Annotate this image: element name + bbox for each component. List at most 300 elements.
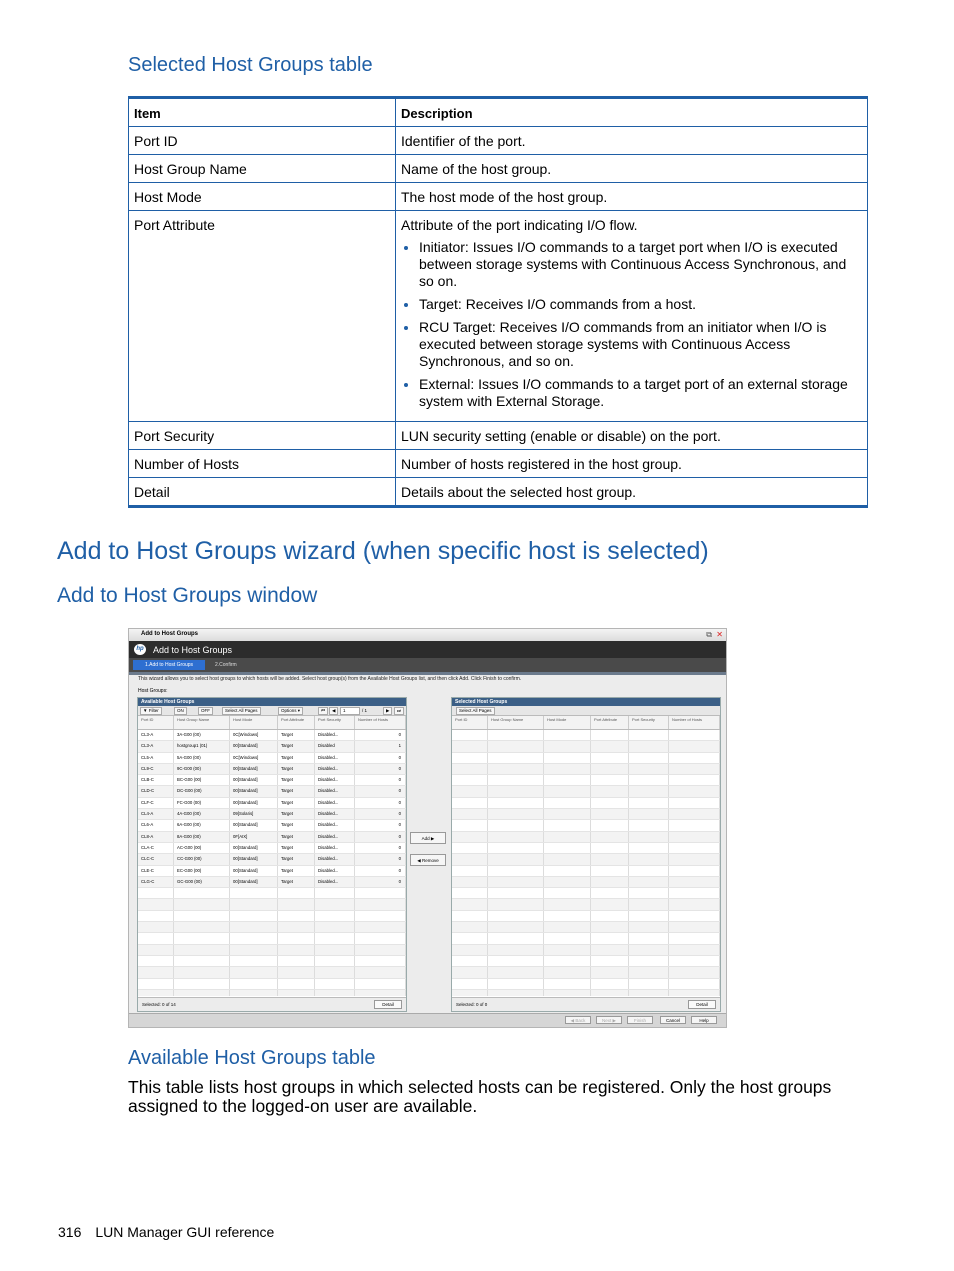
grid-cell <box>591 730 629 740</box>
grid-cell <box>174 945 230 955</box>
table-row[interactable] <box>138 764 406 775</box>
grid-cell: 0F[AIX] <box>230 832 278 842</box>
col-number-of-hosts[interactable]: Number of Hosts <box>669 716 720 729</box>
grid-cell: 0 <box>355 753 406 763</box>
grid-cell <box>174 933 230 943</box>
grid-cell <box>544 911 591 921</box>
grid-cell: CL9-C <box>138 764 174 774</box>
grid-cell <box>544 854 591 864</box>
grid-cell <box>138 933 174 943</box>
grid-cell: Target <box>278 741 315 751</box>
grid-header <box>452 716 720 730</box>
grid-cell: 0 <box>355 809 406 819</box>
grid-cell: EC-G00 (00) <box>174 866 230 876</box>
grid-cell: 00[Standard] <box>230 798 278 808</box>
selected-host-groups-table <box>128 96 868 508</box>
grid-cell: 00[Standard] <box>230 820 278 830</box>
grid-cell: Disabled... <box>315 775 355 785</box>
grid-cell <box>452 741 488 751</box>
grid-cell <box>591 764 629 774</box>
grid-cell <box>230 979 278 989</box>
grid-cell: BC-G00 (00) <box>174 775 230 785</box>
grid-cell: 00[Standard] <box>230 843 278 853</box>
grid-cell <box>452 753 488 763</box>
table-row <box>138 956 406 967</box>
grid-cell <box>669 843 720 853</box>
grid-cell <box>591 786 629 796</box>
step-add-to-host-groups: 1.Add to Host Groups <box>133 660 205 670</box>
col-port-security[interactable]: Port Security <box>315 716 355 729</box>
table-row[interactable] <box>138 866 406 877</box>
row-description: Attribute of the port indicating I/O flow. <box>401 217 638 233</box>
restore-icon[interactable]: ⧉ <box>706 630 712 639</box>
row-description-port-attribute <box>396 211 868 422</box>
grid-cell: 00[Standard] <box>230 775 278 785</box>
grid-cell <box>669 967 720 977</box>
row-item: Detail <box>129 478 396 507</box>
grid-cell <box>355 945 406 955</box>
grid-cell <box>629 764 669 774</box>
grid-cell <box>355 899 406 909</box>
grid-cell: CLF-C <box>138 798 174 808</box>
grid-cell: Target <box>278 843 315 853</box>
grid-cell: CLD-C <box>138 786 174 796</box>
grid-cell <box>230 888 278 898</box>
grid-cell <box>174 956 230 966</box>
table-row <box>452 933 720 944</box>
panel-title: Selected Host Groups <box>452 698 720 706</box>
selected-count: Selected: 0 of 14 <box>142 1002 176 1007</box>
grid-cell <box>544 798 591 808</box>
grid-cell <box>452 809 488 819</box>
grid-cell: CLC-C <box>138 854 174 864</box>
page-footer <box>58 1224 274 1240</box>
table-row <box>138 922 406 933</box>
help-button[interactable]: Help <box>691 1016 717 1024</box>
grid-cell <box>544 809 591 819</box>
grid-cell <box>669 956 720 966</box>
grid-cell <box>669 786 720 796</box>
grid-cell <box>452 730 488 740</box>
grid-cell <box>315 990 355 996</box>
grid-cell <box>629 798 669 808</box>
grid-cell <box>452 764 488 774</box>
grid-cell: hostgroup1 (01) <box>174 741 230 751</box>
grid-cell: 00[Standard] <box>230 764 278 774</box>
grid-cell <box>544 832 591 842</box>
grid-cell <box>591 899 629 909</box>
panel-footer <box>452 997 720 1011</box>
col-host-group-name[interactable]: Host Group Name <box>174 716 230 729</box>
filter-button[interactable] <box>140 707 162 715</box>
grid-cell <box>591 775 629 785</box>
grid-cell <box>138 922 174 932</box>
selected-host-groups-panel <box>451 697 721 1012</box>
step-confirm: 2.Confirm <box>215 662 237 668</box>
grid-cell <box>278 990 315 996</box>
table-row <box>138 899 406 910</box>
grid-cell <box>591 753 629 763</box>
grid-cell <box>544 990 591 996</box>
grid-body <box>452 730 720 996</box>
col-host-group-name[interactable]: Host Group Name <box>488 716 544 729</box>
grid-cell: 09[Solaris] <box>230 809 278 819</box>
grid-cell <box>629 899 669 909</box>
table-row[interactable] <box>138 832 406 843</box>
grid-cell <box>488 786 544 796</box>
grid-cell <box>591 888 629 898</box>
grid-cell <box>544 877 591 887</box>
grid-cell <box>591 956 629 966</box>
table-row[interactable] <box>138 775 406 786</box>
grid-cell: Disabled... <box>315 786 355 796</box>
table-row[interactable] <box>138 854 406 865</box>
wizard-steps <box>129 658 726 672</box>
last-page-icon[interactable]: ⏭ <box>394 707 404 715</box>
back-button[interactable]: ◀ Back <box>565 1016 591 1024</box>
table-row[interactable] <box>138 786 406 797</box>
next-page-icon[interactable]: ▶ <box>383 707 392 715</box>
grid-cell <box>138 967 174 977</box>
grid-cell: 5A-G00 (00) <box>174 753 230 763</box>
grid-cell <box>138 945 174 955</box>
grid-cell <box>488 798 544 808</box>
cancel-button[interactable]: Cancel <box>660 1016 686 1024</box>
section-title-selected-host-groups: Selected Host Groups table <box>128 54 373 76</box>
table-row <box>452 899 720 910</box>
table-row[interactable] <box>138 820 406 831</box>
table-row <box>129 127 868 155</box>
grid-cell <box>230 945 278 955</box>
col-host-mode[interactable]: Host Mode <box>544 716 591 729</box>
grid-cell <box>669 911 720 921</box>
grid-cell <box>544 933 591 943</box>
grid-cell <box>488 741 544 751</box>
grid-cell <box>629 775 669 785</box>
grid-cell: Disabled... <box>315 843 355 853</box>
list-item: • Initiator: Issues I/O commands to a target port when I/O is executed between storage systems with Continuous Access Synchronous, and so on. <box>419 239 862 290</box>
table-row[interactable] <box>138 753 406 764</box>
grid-cell <box>488 843 544 853</box>
grid-cell: AC-G00 (00) <box>174 843 230 853</box>
grid-cell: Disabled... <box>315 820 355 830</box>
select-all-pages-button[interactable]: Select All Pages <box>456 707 495 715</box>
col-port-attribute[interactable]: Port Attribute <box>591 716 629 729</box>
grid-cell: 00[Standard] <box>230 866 278 876</box>
row-item: Port Attribute <box>129 211 396 422</box>
grid-cell: CL6-A <box>138 820 174 830</box>
grid-cell <box>591 843 629 853</box>
grid-cell: 00[Standard] <box>230 786 278 796</box>
grid-body <box>138 730 406 996</box>
remove-button[interactable]: ◀ Remove <box>410 854 446 866</box>
close-icon[interactable]: ✕ <box>716 630 723 639</box>
grid-cell <box>544 775 591 785</box>
table-row[interactable] <box>138 843 406 854</box>
divider <box>129 672 726 675</box>
grid-cell <box>629 877 669 887</box>
grid-cell <box>278 956 315 966</box>
grid-cell <box>452 933 488 943</box>
grid-cell <box>544 730 591 740</box>
grid-cell <box>669 730 720 740</box>
grid-cell <box>629 945 669 955</box>
options-dropdown[interactable] <box>278 707 303 715</box>
grid-cell <box>629 820 669 830</box>
grid-cell <box>174 888 230 898</box>
table-row <box>452 809 720 820</box>
filter-off-button[interactable]: OFF <box>198 707 213 715</box>
filter-on-button[interactable]: ON <box>174 707 187 715</box>
grid-cell <box>544 753 591 763</box>
table-row[interactable] <box>138 730 406 741</box>
grid-cell <box>669 877 720 887</box>
grid-cell <box>174 899 230 909</box>
grid-cell: Target <box>278 764 315 774</box>
grid-cell <box>591 798 629 808</box>
col-header-item: Item <box>129 98 396 127</box>
page-total: / 1 <box>362 708 368 713</box>
grid-cell <box>669 990 720 996</box>
grid-cell <box>488 764 544 774</box>
grid-cell <box>544 979 591 989</box>
next-button[interactable]: Next ▶ <box>596 1016 622 1024</box>
grid-cell <box>230 911 278 921</box>
wizard-button-bar <box>129 1013 726 1027</box>
grid-cell <box>452 888 488 898</box>
grid-cell <box>488 809 544 819</box>
grid-cell <box>488 979 544 989</box>
grid-cell: Disabled... <box>315 854 355 864</box>
filter-icon: ▼ <box>143 708 148 713</box>
grid-cell <box>591 832 629 842</box>
grid-cell <box>544 967 591 977</box>
table-row[interactable] <box>138 741 406 752</box>
grid-cell: Disabled... <box>315 877 355 887</box>
table-row[interactable] <box>138 798 406 809</box>
grid-cell <box>230 990 278 996</box>
grid-cell: Disabled <box>315 741 355 751</box>
grid-cell <box>488 832 544 842</box>
grid-cell <box>544 956 591 966</box>
table-row <box>138 933 406 944</box>
grid-cell <box>138 979 174 989</box>
grid-cell <box>669 820 720 830</box>
table-row[interactable] <box>138 809 406 820</box>
grid-cell <box>452 843 488 853</box>
prev-page-icon[interactable]: ◀ <box>329 707 338 715</box>
grid-cell: 0C[Windows] <box>230 753 278 763</box>
table-row <box>129 155 868 183</box>
grid-cell: CL3-A <box>138 730 174 740</box>
grid-cell <box>488 877 544 887</box>
grid-cell <box>452 922 488 932</box>
col-port-id[interactable]: Port ID <box>452 716 488 729</box>
list-item: • External: Issues I/O commands to a target port of an external storage system with External Storage. <box>419 376 862 410</box>
grid-cell <box>315 933 355 943</box>
grid-cell: 8A-G00 (00) <box>174 832 230 842</box>
grid-cell <box>452 979 488 989</box>
grid-cell <box>355 933 406 943</box>
grid-cell <box>488 854 544 864</box>
table-row <box>452 843 720 854</box>
grid-cell <box>591 854 629 864</box>
table-row <box>138 967 406 978</box>
grid-cell <box>544 866 591 876</box>
grid-cell: 0 <box>355 730 406 740</box>
grid-cell <box>488 866 544 876</box>
grid-cell <box>452 911 488 921</box>
finish-button[interactable]: Finish <box>627 1016 653 1024</box>
table-row <box>452 866 720 877</box>
table-row <box>452 820 720 831</box>
grid-cell <box>488 775 544 785</box>
grid-cell <box>544 888 591 898</box>
table-row <box>138 979 406 990</box>
grid-cell <box>355 979 406 989</box>
grid-cell <box>278 979 315 989</box>
grid-cell <box>355 990 406 996</box>
row-description: Name of the host group. <box>396 155 868 183</box>
grid-cell <box>355 922 406 932</box>
col-host-mode[interactable]: Host Mode <box>230 716 278 729</box>
grid-cell <box>544 741 591 751</box>
grid-cell <box>488 730 544 740</box>
grid-cell: Target <box>278 832 315 842</box>
col-port-attribute[interactable]: Port Attribute <box>278 716 315 729</box>
page-input[interactable]: 1 <box>340 707 360 715</box>
grid-cell: Disabled... <box>315 809 355 819</box>
grid-cell <box>230 922 278 932</box>
grid-cell <box>174 990 230 996</box>
detail-button[interactable]: Detail <box>688 1000 716 1009</box>
grid-cell: CC-G00 (00) <box>174 854 230 864</box>
grid-cell <box>629 922 669 932</box>
grid-cell <box>452 798 488 808</box>
grid-cell <box>488 899 544 909</box>
grid-cell: CLB-C <box>138 775 174 785</box>
wizard-header <box>129 641 726 658</box>
grid-cell <box>488 990 544 996</box>
grid-cell <box>544 843 591 853</box>
grid-cell <box>669 741 720 751</box>
col-number-of-hosts[interactable]: Number of Hosts <box>355 716 406 729</box>
add-to-host-groups-screenshot <box>128 628 727 1028</box>
hp-logo-icon: hp <box>134 644 146 655</box>
grid-cell <box>669 809 720 819</box>
table-row <box>138 990 406 996</box>
grid-cell <box>544 922 591 932</box>
grid-cell <box>669 933 720 943</box>
grid-cell <box>230 933 278 943</box>
grid-cell: CLA-C <box>138 843 174 853</box>
grid-cell <box>488 945 544 955</box>
grid-cell <box>315 888 355 898</box>
grid-cell <box>629 866 669 876</box>
grid-cell <box>278 922 315 932</box>
grid-cell <box>488 933 544 943</box>
grid-cell <box>315 967 355 977</box>
selected-count: Selected: 0 of 0 <box>456 1002 488 1007</box>
grid-cell <box>629 911 669 921</box>
row-item: Port Security <box>129 422 396 450</box>
col-port-security[interactable]: Port Security <box>629 716 669 729</box>
grid-cell: Target <box>278 775 315 785</box>
col-port-id[interactable]: Port ID <box>138 716 174 729</box>
table-row <box>452 877 720 888</box>
selected-host-groups-grid <box>452 716 720 996</box>
grid-cell <box>488 888 544 898</box>
grid-cell <box>452 956 488 966</box>
grid-cell: CLE-C <box>138 866 174 876</box>
grid-cell <box>669 854 720 864</box>
grid-cell <box>629 956 669 966</box>
grid-cell <box>629 741 669 751</box>
grid-cell: 0 <box>355 877 406 887</box>
grid-cell <box>278 888 315 898</box>
select-all-pages-button[interactable]: Select All Pages <box>222 707 261 715</box>
grid-cell: Target <box>278 730 315 740</box>
grid-cell: 0C[Windows] <box>230 730 278 740</box>
table-row[interactable] <box>138 877 406 888</box>
grid-cell: CL8-A <box>138 832 174 842</box>
row-description: Identifier of the port. <box>396 127 868 155</box>
add-button[interactable]: Add ▶ <box>410 832 446 844</box>
grid-cell <box>452 945 488 955</box>
detail-button[interactable]: Detail <box>374 1000 402 1009</box>
grid-cell <box>591 866 629 876</box>
grid-cell <box>452 899 488 909</box>
table-row <box>452 922 720 933</box>
grid-cell: FC-G00 (00) <box>174 798 230 808</box>
grid-cell <box>669 764 720 774</box>
grid-cell: Target <box>278 854 315 864</box>
grid-cell <box>669 888 720 898</box>
table-row <box>452 775 720 786</box>
first-page-icon[interactable]: ⏮ <box>318 707 328 715</box>
grid-cell <box>174 979 230 989</box>
grid-cell <box>452 990 488 996</box>
grid-cell <box>138 956 174 966</box>
table-row <box>452 798 720 809</box>
grid-cell <box>488 956 544 966</box>
grid-cell <box>315 956 355 966</box>
grid-cell <box>629 786 669 796</box>
grid-cell <box>544 899 591 909</box>
grid-cell <box>591 809 629 819</box>
grid-cell <box>138 911 174 921</box>
table-row <box>452 967 720 978</box>
grid-cell <box>591 877 629 887</box>
grid-cell <box>230 967 278 977</box>
grid-cell <box>544 820 591 830</box>
grid-cell <box>138 888 174 898</box>
grid-cell <box>669 798 720 808</box>
grid-cell <box>591 911 629 921</box>
table-row <box>452 753 720 764</box>
grid-cell <box>488 922 544 932</box>
grid-header <box>138 716 406 730</box>
grid-cell <box>669 866 720 876</box>
section-body: This table lists host groups in which selected hosts can be registered. Only the host groups assigned to the logged-on user are available. <box>128 1077 832 1116</box>
grid-cell: 0 <box>355 786 406 796</box>
grid-cell: 0 <box>355 764 406 774</box>
grid-cell: 0 <box>355 775 406 785</box>
panel-toolbar <box>452 706 720 716</box>
grid-cell <box>629 832 669 842</box>
table-row <box>452 990 720 996</box>
row-item: Host Group Name <box>129 155 396 183</box>
